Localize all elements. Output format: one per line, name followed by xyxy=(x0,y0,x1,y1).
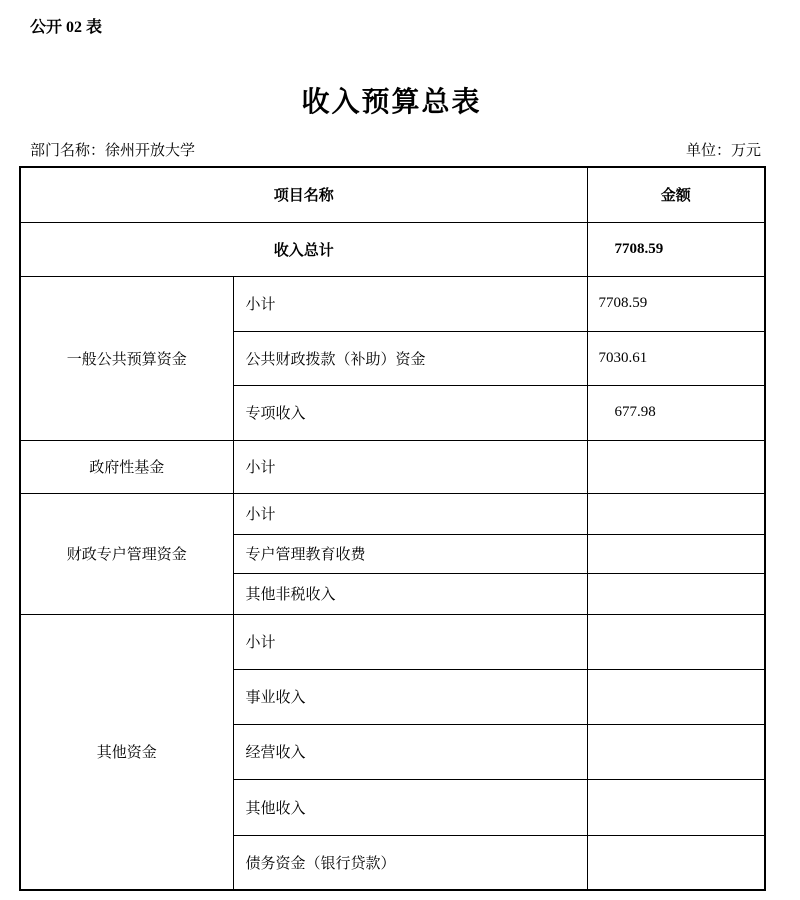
meta-row xyxy=(19,139,764,160)
table-row xyxy=(20,276,765,331)
category-cell: 一般公共预算资金 xyxy=(20,276,233,440)
category-cell: 政府性基金 xyxy=(20,440,233,493)
item-cell: 事业收入 xyxy=(233,669,587,724)
amount-cell: 677.98 xyxy=(587,385,765,440)
item-cell: 小计 xyxy=(233,493,587,534)
amount-cell xyxy=(587,493,765,534)
item-cell: 其他收入 xyxy=(233,779,587,835)
amount-cell: 7030.61 xyxy=(587,331,765,385)
item-cell: 公共财政拨款（补助）资金 xyxy=(233,331,587,385)
item-cell: 债务资金（银行贷款） xyxy=(233,835,587,890)
table-row xyxy=(20,493,765,534)
amount-cell xyxy=(587,573,765,614)
total-label-cell: 收入总计 xyxy=(20,222,587,276)
total-amount-cell: 7708.59 xyxy=(587,222,765,276)
amount-cell xyxy=(587,614,765,669)
budget-table xyxy=(19,166,766,891)
page-title: 收入预算总表 xyxy=(301,87,482,118)
item-cell: 专户管理教育收费 xyxy=(233,534,587,573)
total-row xyxy=(20,222,765,276)
item-cell: 其他非税收入 xyxy=(233,573,587,614)
department-name: 部门名称：徐州开放大学 xyxy=(30,143,196,159)
item-cell: 专项收入 xyxy=(233,385,587,440)
table-header-row xyxy=(20,167,765,222)
table-code: 公开 02 表 xyxy=(30,19,103,36)
amount-cell xyxy=(587,440,765,493)
item-cell: 经营收入 xyxy=(233,724,587,779)
unit-label: 单位：万元 xyxy=(685,143,761,159)
col-header-item-name: 项目名称 xyxy=(20,167,587,222)
amount-cell: 7708.59 xyxy=(587,276,765,331)
item-cell: 小计 xyxy=(233,440,587,493)
table-row xyxy=(20,440,765,493)
amount-cell xyxy=(587,724,765,779)
item-cell: 小计 xyxy=(233,614,587,669)
item-cell: 小计 xyxy=(233,276,587,331)
category-cell: 财政专户管理资金 xyxy=(20,493,233,614)
table-row xyxy=(20,614,765,669)
col-header-amount: 金额 xyxy=(587,167,765,222)
amount-cell xyxy=(587,835,765,890)
amount-cell xyxy=(587,779,765,835)
amount-cell xyxy=(587,669,765,724)
category-cell: 其他资金 xyxy=(20,614,233,890)
amount-cell xyxy=(587,534,765,573)
